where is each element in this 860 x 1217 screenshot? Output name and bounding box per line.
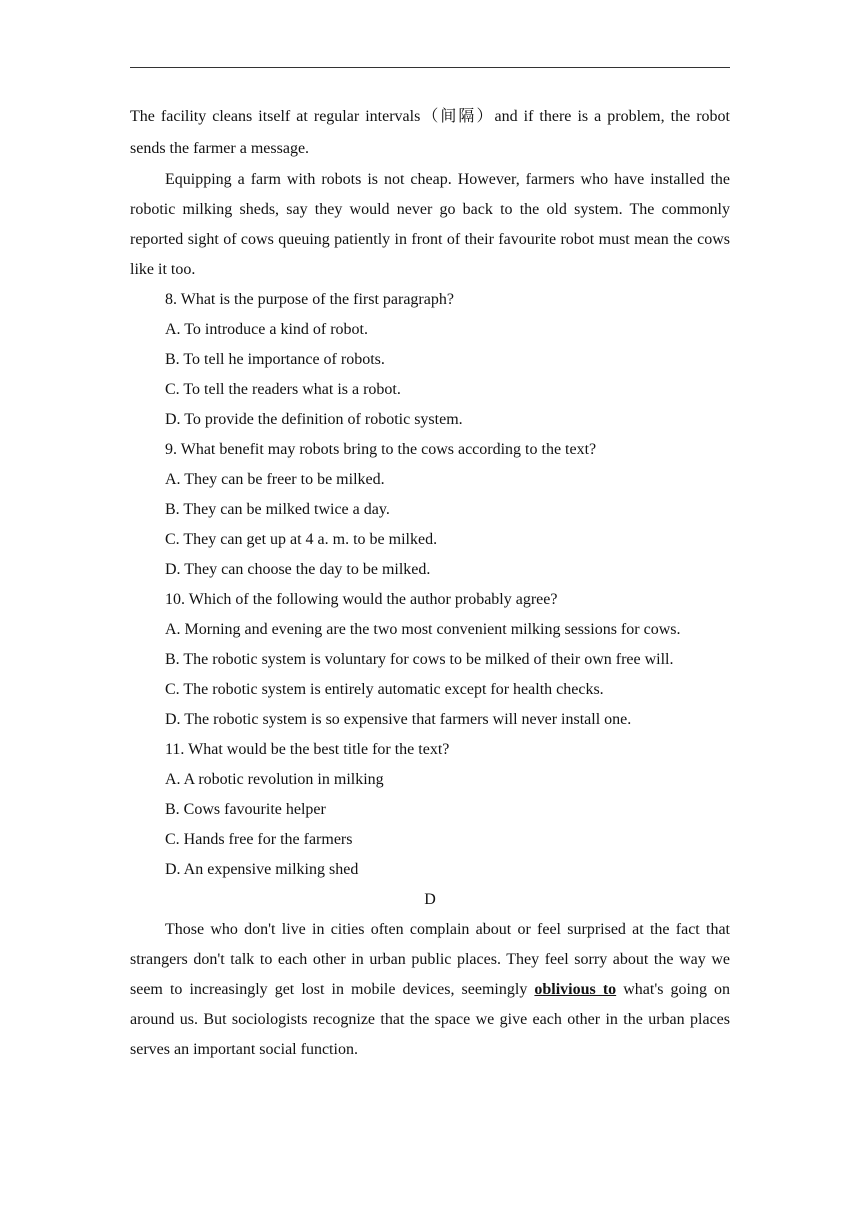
question-9	[130, 435, 730, 585]
question-stem: 10. Which of the following would the author probably agree?	[165, 591, 558, 608]
question-stem: 8. What is the purpose of the first paragraph?	[165, 291, 454, 308]
question-stem: 11. What would be the best title for the text?	[165, 741, 450, 758]
question-8	[130, 285, 730, 435]
option: C. The robotic system is entirely automatic except for health checks.	[165, 681, 604, 698]
option: C. To tell the readers what is a robot.	[165, 381, 401, 398]
option: B. To tell he importance of robots.	[165, 351, 385, 368]
passage-d-text-before: Those who don't live in cities often complain about or feel surprised at the fact that strangers don't talk to each other in urban public places. They feel sorry about the way we seem to increasingly get lost in mobile devices, seemingly	[130, 921, 730, 998]
passage-d-paragraph	[130, 915, 730, 1065]
option: C. Hands free for the farmers	[165, 831, 353, 848]
option: D. To provide the definition of robotic system.	[165, 411, 463, 428]
document-body	[130, 101, 730, 1065]
header-rule	[130, 67, 730, 68]
option: A. To introduce a kind of robot.	[165, 321, 368, 338]
option: A. Morning and evening are the two most convenient milking sessions for cows.	[165, 621, 681, 638]
option: D. The robotic system is so expensive that farmers will never install one.	[165, 711, 632, 728]
option: D. An expensive milking shed	[165, 861, 359, 878]
passage-d-heading: D	[424, 891, 436, 908]
option: B. They can be milked twice a day.	[165, 501, 390, 518]
option: A. They can be freer to be milked.	[165, 471, 385, 488]
question-11	[130, 735, 730, 885]
passage-c-paragraph-end: The facility cleans itself at regular intervals（间隔）and if there is a problem, the robot sends the farmer a message.	[130, 108, 730, 157]
passage-c-paragraph: Equipping a farm with robots is not cheap. However, farmers who have installed the robotic milking sheds, say they would never go back to the old system. The commonly reported sight of cows queuing patiently in front of their favourite robot must mean the cows like it too.	[130, 171, 730, 278]
option: B. Cows favourite helper	[165, 801, 326, 818]
passage-d-text-after: what's going on around us. But sociologists recognize that the space we give each other in the urban places serves an important social function.	[130, 981, 731, 1058]
question-stem: 9. What benefit may robots bring to the cows according to the text?	[165, 441, 597, 458]
option: A. A robotic revolution in milking	[165, 771, 384, 788]
question-10	[130, 585, 730, 735]
option: C. They can get up at 4 a. m. to be milked.	[165, 531, 438, 548]
underlined-phrase: oblivious to	[534, 981, 617, 998]
option: D. They can choose the day to be milked.	[165, 561, 431, 578]
option: B. The robotic system is voluntary for cows to be milked of their own free will.	[165, 651, 674, 668]
